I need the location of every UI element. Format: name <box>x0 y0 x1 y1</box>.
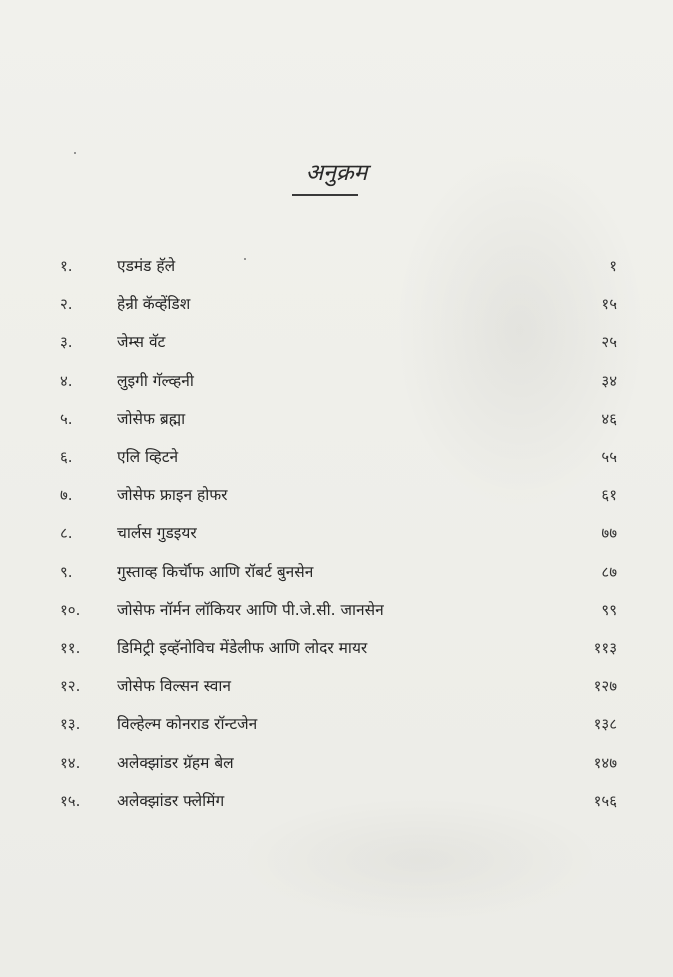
toc-entry-title: अलेक्झांडर ग्रॅहम बेल <box>117 753 234 772</box>
toc-entry <box>0 405 673 433</box>
toc-entry-page-number: ७७ <box>601 524 617 543</box>
toc-entry-number: ३. <box>60 333 73 352</box>
toc-entry-page-number: ६१ <box>601 486 617 505</box>
toc-entry <box>0 519 673 547</box>
toc-entry-number: १०. <box>60 600 81 619</box>
toc-entry-number: ६. <box>60 448 73 466</box>
toc-entry-title: विल्हेल्म कोनराड रॉन्टजेन <box>117 715 258 734</box>
toc-entry-number: ११. <box>60 639 81 657</box>
toc-entry-title: एलि व्हिटने <box>117 448 179 466</box>
toc-entry <box>0 596 673 624</box>
toc-entry <box>0 634 673 662</box>
toc-entry <box>0 710 673 738</box>
toc-entry-number: १४. <box>60 753 81 772</box>
toc-entry-number: २. <box>60 295 73 314</box>
toc-entry-number: ७. <box>60 486 73 505</box>
toc-entry <box>0 328 673 356</box>
toc-entry-title: जेम्स वॅट <box>117 333 166 352</box>
toc-entry-title: चार्लस गुडइयर <box>117 524 197 543</box>
toc-entry-page-number: ११३ <box>593 639 617 657</box>
toc-entry-number: १२. <box>60 677 81 696</box>
toc-entry-title: जोसेफ फ्राइन होफर <box>117 486 228 505</box>
toc-entry <box>0 558 673 586</box>
toc-entry-page-number: ९९ <box>601 600 617 619</box>
toc-entry <box>0 481 673 509</box>
toc-entry-page-number: १२७ <box>593 677 617 696</box>
toc-entry <box>0 252 673 280</box>
toc-entry-number: ४. <box>60 371 73 390</box>
toc-entry-number: ८. <box>60 524 73 543</box>
toc-entry <box>0 290 673 318</box>
toc-entry-page-number: १४७ <box>593 753 617 772</box>
toc-entry-page-number: ४६ <box>601 409 617 428</box>
toc-entry-title: अलेक्झांडर फ्लेमिंग <box>117 791 225 810</box>
toc-entry <box>0 672 673 700</box>
toc-entry-title: गुस्ताव्ह किर्चॉफ आणि रॉबर्ट बुनसेन <box>117 562 314 581</box>
toc-entry-number: १३. <box>60 715 81 734</box>
page-title: अनुक्रम <box>305 160 368 186</box>
toc-entry-page-number: १५ <box>601 295 617 314</box>
toc-entry-page-number: १५६ <box>593 791 617 810</box>
toc-entry <box>0 367 673 395</box>
toc-entry-title: जोसेफ विल्सन स्वान <box>117 677 231 696</box>
toc-entry-title: हेन्री कॅव्हेंडिश <box>117 295 191 314</box>
toc-entry-title: जोसेफ नॉर्मन लॉकियर आणि पी.जे.सी. जानसेन <box>117 600 384 619</box>
toc-entry-page-number: १ <box>609 257 617 275</box>
toc-entry <box>0 787 673 815</box>
toc-entry-page-number: ३४ <box>601 371 617 390</box>
toc-entry-page-number: १३८ <box>593 715 617 734</box>
toc-entry <box>0 749 673 777</box>
toc-entry-number: १. <box>60 257 73 275</box>
toc-entry-number: ५. <box>60 409 73 428</box>
toc-entry <box>0 443 673 471</box>
toc-entry-title: लुइगी गॅल्व्हनी <box>117 371 194 390</box>
toc-entry-page-number: ८७ <box>601 562 617 581</box>
toc-entry-number: ९. <box>60 562 73 581</box>
toc-entry-title: डिमिट्री इव्हॅनोविच मेंडेलीफ आणि लोदर मायर <box>117 639 368 657</box>
toc-entry-title: जोसेफ ब्रह्मा <box>117 409 186 428</box>
toc-entry-title: एडमंड हॅले <box>117 257 176 275</box>
toc-entry-number: १५. <box>60 791 81 810</box>
toc-entry-page-number: ५५ <box>601 448 617 466</box>
toc-entry-page-number: २५ <box>601 333 617 352</box>
